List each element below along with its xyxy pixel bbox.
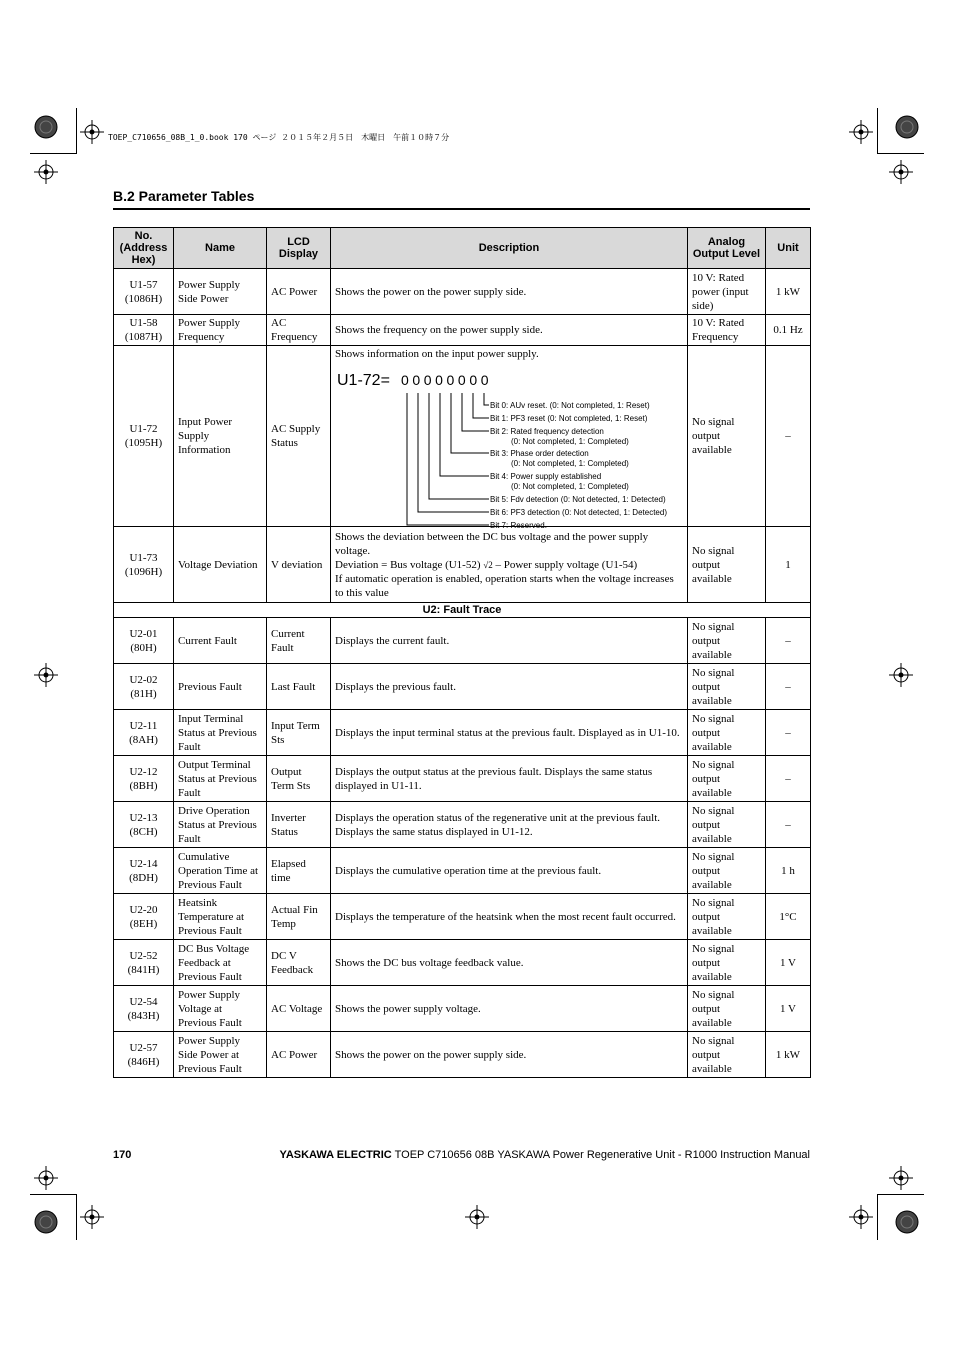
param-no: U2-52 (841H) <box>114 940 174 986</box>
bit-label: Bit 3: Phase order detection <box>490 449 589 458</box>
fault-trace-rows <box>114 618 811 1078</box>
parameter-table <box>113 227 811 1078</box>
param-desc: Shows the power supply voltage. <box>331 986 688 1032</box>
param-analog: No signal output available <box>688 346 766 527</box>
col-header-lcd: LCD Display <box>267 228 331 269</box>
param-lcd: AC Voltage <box>267 986 331 1032</box>
param-no: U2-02 (81H) <box>114 664 174 710</box>
bit-diagram <box>335 361 683 530</box>
param-unit: – <box>766 346 811 527</box>
bit-label: Bit 6: PF3 detection (0: Not detected, 1: Detected) <box>490 508 667 517</box>
param-name: Current Fault <box>174 618 267 664</box>
table-row <box>114 527 811 603</box>
col-header-name: Name <box>174 228 267 269</box>
param-desc: Shows the power on the power supply side. <box>331 1032 688 1078</box>
param-no: U2-11 (8AH) <box>114 710 174 756</box>
param-no: U1-73 (1096H) <box>114 527 174 603</box>
param-unit: 1°C <box>766 894 811 940</box>
bit-label: (0: Not completed, 1: Completed) <box>511 459 629 468</box>
table-row <box>114 1032 811 1078</box>
param-analog: 10 V: Rated power (input side) <box>688 269 766 315</box>
param-unit: 1 kW <box>766 269 811 315</box>
param-name: Heatsink Temperature at Previous Fault <box>174 894 267 940</box>
param-name: Cumulative Operation Time at Previous Fault <box>174 848 267 894</box>
param-lcd: AC Supply Status <box>267 346 331 527</box>
param-unit: 1 V <box>766 940 811 986</box>
param-analog: 10 V: Rated Frequency <box>688 315 766 346</box>
param-desc: Displays the cumulative operation time at the previous fault. <box>331 848 688 894</box>
param-analog: No signal output available <box>688 618 766 664</box>
footer-brand: YASKAWA ELECTRIC <box>279 1149 392 1161</box>
param-name: Power Supply Side Power <box>174 269 267 315</box>
table-row <box>114 986 811 1032</box>
section-title: B.2 Parameter Tables <box>113 188 255 204</box>
table-row <box>114 269 811 315</box>
param-analog: No signal output available <box>688 848 766 894</box>
param-lcd: Output Term Sts <box>267 756 331 802</box>
param-desc: Shows the frequency on the power supply side. <box>331 315 688 346</box>
param-no: U1-58 (1087H) <box>114 315 174 346</box>
param-unit: 1 h <box>766 848 811 894</box>
param-lcd: DC V Feedback <box>267 940 331 986</box>
table-row <box>114 894 811 940</box>
table-row <box>114 346 811 527</box>
bit-label: Bit 7: Reserved. <box>490 521 547 530</box>
param-no: U2-57 (846H) <box>114 1032 174 1078</box>
param-no: U2-01 (80H) <box>114 618 174 664</box>
bit-label: Bit 0: AUv reset. (0: Not completed, 1: Reset) <box>490 401 650 410</box>
table-row <box>114 940 811 986</box>
param-name: DC Bus Voltage Feedback at Previous Fault <box>174 940 267 986</box>
table-row <box>114 802 811 848</box>
param-lcd: Input Term Sts <box>267 710 331 756</box>
param-no: U2-20 (8EH) <box>114 894 174 940</box>
param-name: Power Supply Side Power at Previous Fault <box>174 1032 267 1078</box>
param-lcd: Inverter Status <box>267 802 331 848</box>
param-analog: No signal output available <box>688 940 766 986</box>
section-rule <box>113 208 810 210</box>
param-desc: Displays the previous fault. <box>331 664 688 710</box>
param-name: Previous Fault <box>174 664 267 710</box>
diagram-bits: 00000000 <box>401 372 493 388</box>
bit-label: Bit 5: Fdv detection (0: Not detected, 1: Detected) <box>490 495 666 504</box>
param-analog: No signal output available <box>688 527 766 603</box>
param-no: U1-72 (1095H) <box>114 346 174 527</box>
param-name: Power Supply Frequency <box>174 315 267 346</box>
bit-connector-lines <box>407 393 489 525</box>
param-lcd: Elapsed time <box>267 848 331 894</box>
param-analog: No signal output available <box>688 802 766 848</box>
param-desc: Shows the DC bus voltage feedback value. <box>331 940 688 986</box>
param-lcd: Actual Fin Temp <box>267 894 331 940</box>
param-desc: Displays the temperature of the heatsink when the most recent fault occurred. <box>331 894 688 940</box>
param-analog: No signal output available <box>688 986 766 1032</box>
bit-label: (0: Not completed, 1: Completed) <box>511 482 629 491</box>
param-lcd: AC Frequency <box>267 315 331 346</box>
col-header-unit: Unit <box>766 228 811 269</box>
bit-label: Bit 1: PF3 reset (0: Not completed, 1: Reset) <box>490 414 648 423</box>
param-unit: – <box>766 664 811 710</box>
col-header-description: Description <box>331 228 688 269</box>
footer-doc: TOEP C710656 08B YASKAWA Power Regenerative Unit - R1000 Instruction Manual <box>391 1149 810 1161</box>
param-desc-text: Shows information on the input power supply. <box>335 348 539 360</box>
group-header-row <box>114 603 811 618</box>
bit-label: Bit 2: Rated frequency detection <box>490 427 604 436</box>
param-no: U2-13 (8CH) <box>114 802 174 848</box>
param-unit: 1 kW <box>766 1032 811 1078</box>
param-name: Input Terminal Status at Previous Fault <box>174 710 267 756</box>
param-unit: 1 <box>766 527 811 603</box>
bit-label: (0: Not completed, 1: Completed) <box>511 437 629 446</box>
param-name: Voltage Deviation <box>174 527 267 603</box>
col-header-analog: Analog Output Level <box>688 228 766 269</box>
param-no: U1-57 (1086H) <box>114 269 174 315</box>
param-desc: Displays the input terminal status at the previous fault. Displayed as in U1-10. <box>331 710 688 756</box>
col-header-no: No. (Address Hex) <box>114 228 174 269</box>
param-lcd: AC Power <box>267 1032 331 1078</box>
param-analog: No signal output available <box>688 1032 766 1078</box>
param-name: Output Terminal Status at Previous Fault <box>174 756 267 802</box>
param-unit: – <box>766 802 811 848</box>
param-name: Drive Operation Status at Previous Fault <box>174 802 267 848</box>
page-number: 170 <box>113 1149 132 1161</box>
param-desc: Shows the power on the power supply side. <box>331 269 688 315</box>
diagram-label: U1-72= <box>337 372 390 389</box>
param-unit: – <box>766 618 811 664</box>
param-no: U2-14 (8DH) <box>114 848 174 894</box>
param-name: Power Supply Voltage at Previous Fault <box>174 986 267 1032</box>
param-desc: Displays the current fault. <box>331 618 688 664</box>
table-row <box>114 618 811 664</box>
param-no: U2-12 (8BH) <box>114 756 174 802</box>
print-stamp: TOEP_C710656_08B_1_0.book 170 ページ ２０１５年２月５日 木曜日 午前１０時７分 <box>108 133 450 142</box>
param-unit: 0.1 Hz <box>766 315 811 346</box>
bit-label: Bit 4: Power supply established <box>490 472 602 481</box>
param-lcd: Current Fault <box>267 618 331 664</box>
table-row <box>114 664 811 710</box>
table-row <box>114 710 811 756</box>
param-lcd: Last Fault <box>267 664 331 710</box>
param-unit: – <box>766 710 811 756</box>
param-analog: No signal output available <box>688 756 766 802</box>
param-unit: – <box>766 756 811 802</box>
param-no: U2-54 (843H) <box>114 986 174 1032</box>
param-lcd: AC Power <box>267 269 331 315</box>
param-desc: Shows the deviation between the DC bus voltage and the power supply voltage. Deviation = Bus voltage (U1-52) √2 – Power supply voltage (U1-54) If automatic operation is enabled, operation starts when the voltage increases to this value <box>331 527 688 603</box>
param-name: Input Power Supply Information <box>174 346 267 527</box>
param-desc: Displays the operation status of the regenerative unit at the previous fault. Displays the same status displayed in U1-12. <box>331 802 688 848</box>
sqrt2-symbol: √2 <box>483 559 493 570</box>
param-analog: No signal output available <box>688 710 766 756</box>
param-lcd: V deviation <box>267 527 331 603</box>
param-desc <box>331 346 688 530</box>
table-row <box>114 848 811 894</box>
group-label: U2: Fault Trace <box>114 603 811 618</box>
table-row <box>114 756 811 802</box>
table-row <box>114 315 811 346</box>
param-unit: 1 V <box>766 986 811 1032</box>
param-desc: Displays the output status at the previous fault. Displays the same status displayed in U1-11. <box>331 756 688 802</box>
param-analog: No signal output available <box>688 894 766 940</box>
table-header-row <box>114 228 811 269</box>
param-analog: No signal output available <box>688 664 766 710</box>
footer-doc-info <box>280 1149 811 1161</box>
